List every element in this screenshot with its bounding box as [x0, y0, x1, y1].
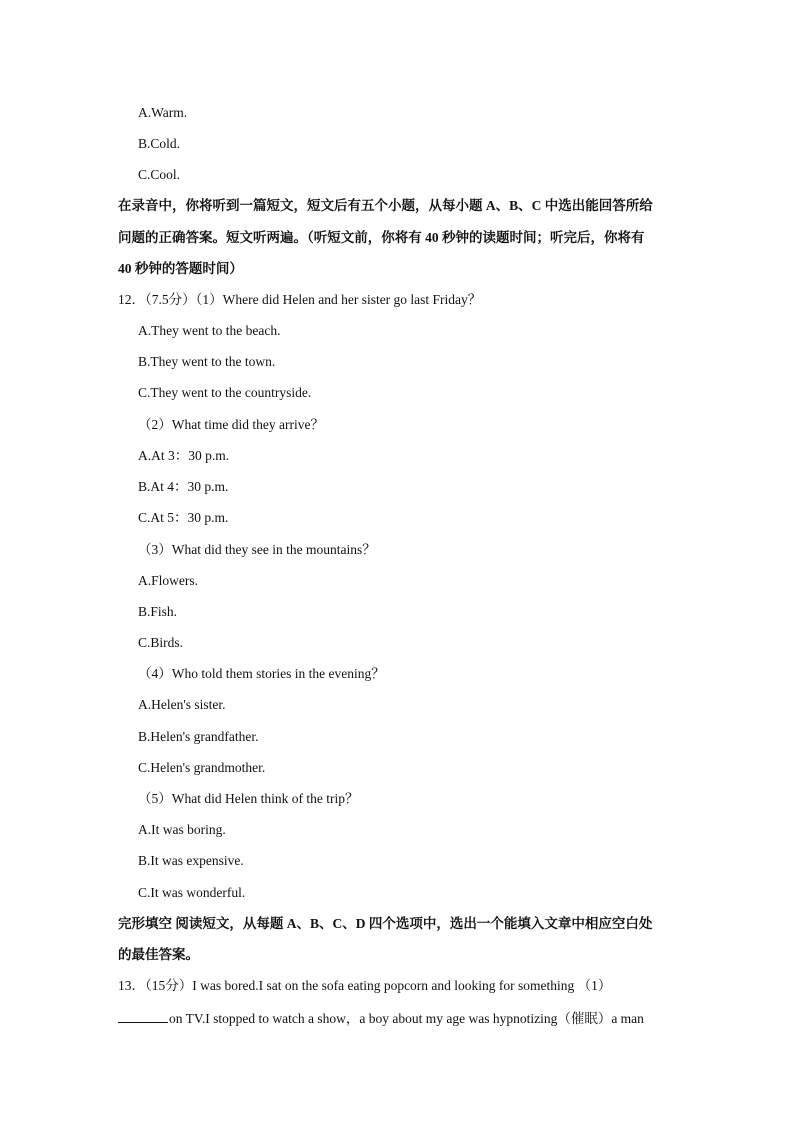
- q12-5-option-b: B.It was expensive.: [138, 853, 244, 868]
- option-b-cold: B.Cold.: [138, 136, 181, 151]
- cloze-instruction-line-2: 的最佳答案。: [118, 947, 199, 962]
- q12-4-option-c: C.Helen's grandmother.: [138, 760, 266, 775]
- question-12-header: 12．（7.5分）（1）Where did Helen and her sister go last Friday？: [118, 292, 482, 307]
- blank-1: [118, 1009, 168, 1023]
- q12-1-option-a: A.They went to the beach.: [138, 323, 281, 338]
- q12-4-option-a: A.Helen's sister.: [138, 697, 226, 712]
- q12-5-question: （5）What did Helen think of the trip？: [138, 791, 359, 806]
- cloze-instruction-line-1: 完形填空 阅读短文，从每题 A、B、C、D 四个选项中，选出一个能填入文章中相应空白处: [118, 916, 653, 931]
- q12-2-question: （2）What time did they arrive？: [138, 417, 324, 432]
- option-c-cool: C.Cool.: [138, 167, 181, 182]
- question-13-line-1: 13．（15分）I was bored.I sat on the sofa eating popcorn and looking for something （1）: [118, 978, 612, 993]
- q12-3-option-c: C.Birds.: [138, 635, 184, 650]
- q12-5-option-c: C.It was wonderful.: [138, 885, 246, 900]
- q12-4-option-b: B.Helen's grandfather.: [138, 729, 259, 744]
- q12-2-option-b: B.At 4：30 p.m.: [138, 479, 229, 494]
- q12-3-option-b: B.Fish.: [138, 604, 178, 619]
- listening-instruction-line-1: 在录音中，你将听到一篇短文，短文后有五个小题，从每小题 A、B、C 中选出能回答所给: [118, 198, 653, 213]
- question-13-line-2: [118, 1009, 644, 1028]
- option-a-warm: A.Warm.: [138, 105, 188, 120]
- listening-instruction-line-2: 问题的正确答案。短文听两遍。（听短文前，你将有 40 秒钟的读题时间；听完后，你将有: [118, 230, 645, 245]
- q12-5-option-a: A.It was boring.: [138, 822, 226, 837]
- q12-2-option-a: A.At 3：30 p.m.: [138, 448, 230, 463]
- q12-1-option-c: C.They went to the countryside.: [138, 385, 312, 400]
- q12-2-option-c: C.At 5：30 p.m.: [138, 510, 229, 525]
- question-13-line-2-text: on TV.I stopped to watch a show，a boy about my age was hypnotizing（催眠）a man: [169, 1011, 644, 1026]
- q12-4-question: （4）Who told them stories in the evening？: [138, 666, 385, 681]
- q12-3-question: （3）What did they see in the mountains？: [138, 542, 376, 557]
- q12-1-option-b: B.They went to the town.: [138, 354, 276, 369]
- q12-3-option-a: A.Flowers.: [138, 573, 198, 588]
- listening-instruction-line-3: 40 秒钟的答题时间）: [118, 261, 243, 276]
